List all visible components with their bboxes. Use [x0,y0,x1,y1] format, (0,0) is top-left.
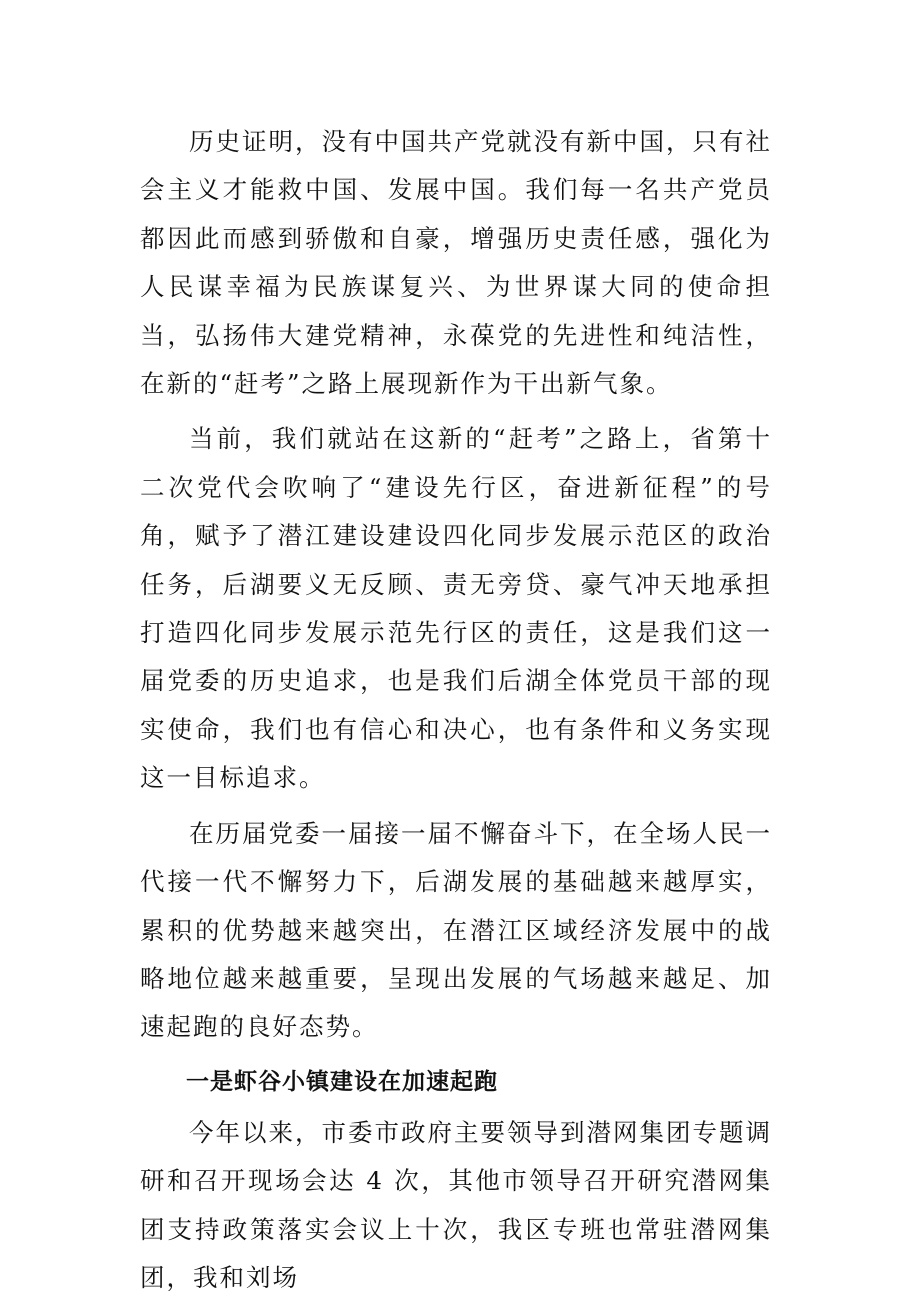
paragraph-history: 历史证明，没有中国共产党就没有新中国，只有社会主义才能救中国、发展中国。我们每一名共产党员都因此而感到骄傲和自豪，增强历史责任感，强化为人民谋幸福为民族谋复兴、为世界谋大同的使命担当，弘扬伟大建党精神，永葆党的先进性和纯洁性，在新的“赶考”之路上展现新作为干出新气象。 [140,127,772,399]
section-heading: 一是虾谷小镇建设在加速起跑 [186,1068,498,1095]
paragraph-this-year: 今年以来，市委市政府主要领导到潜网集团专题调研和召开现场会达 4 次，其他市领导召开研究潜网集团支持政策落实会议上十次，我区专班也常驻潜网集团，我和刘场 [140,1117,772,1292]
paragraph-current: 当前，我们就站在这新的“赶考”之路上，省第十二次党代会吹响了“建设先行区，奋进新征程”的号角，赋予了潜江建设建设四化同步发展示范区的政治任务，后湖要义无反顾、责无旁贷、豪气冲天地承担打造四化同步发展示范先行区的责任，这是我们这一届党委的历史追求，也是我们后湖全体党员干部的现实使命，我们也有信心和决心，也有条件和义务实现这一目标追求。 [140,424,772,793]
document-body [140,118,772,1309]
paragraph-development: 在历届党委一届接一届不懈奋斗下，在全场人民一代接一代不懈努力下，后湖发展的基础越来越厚实，累积的优势越来越突出，在潜江区域经济发展中的战略地位越来越重要，呈现出发展的气场越来越足、加速起跑的良好态势。 [140,818,772,1042]
